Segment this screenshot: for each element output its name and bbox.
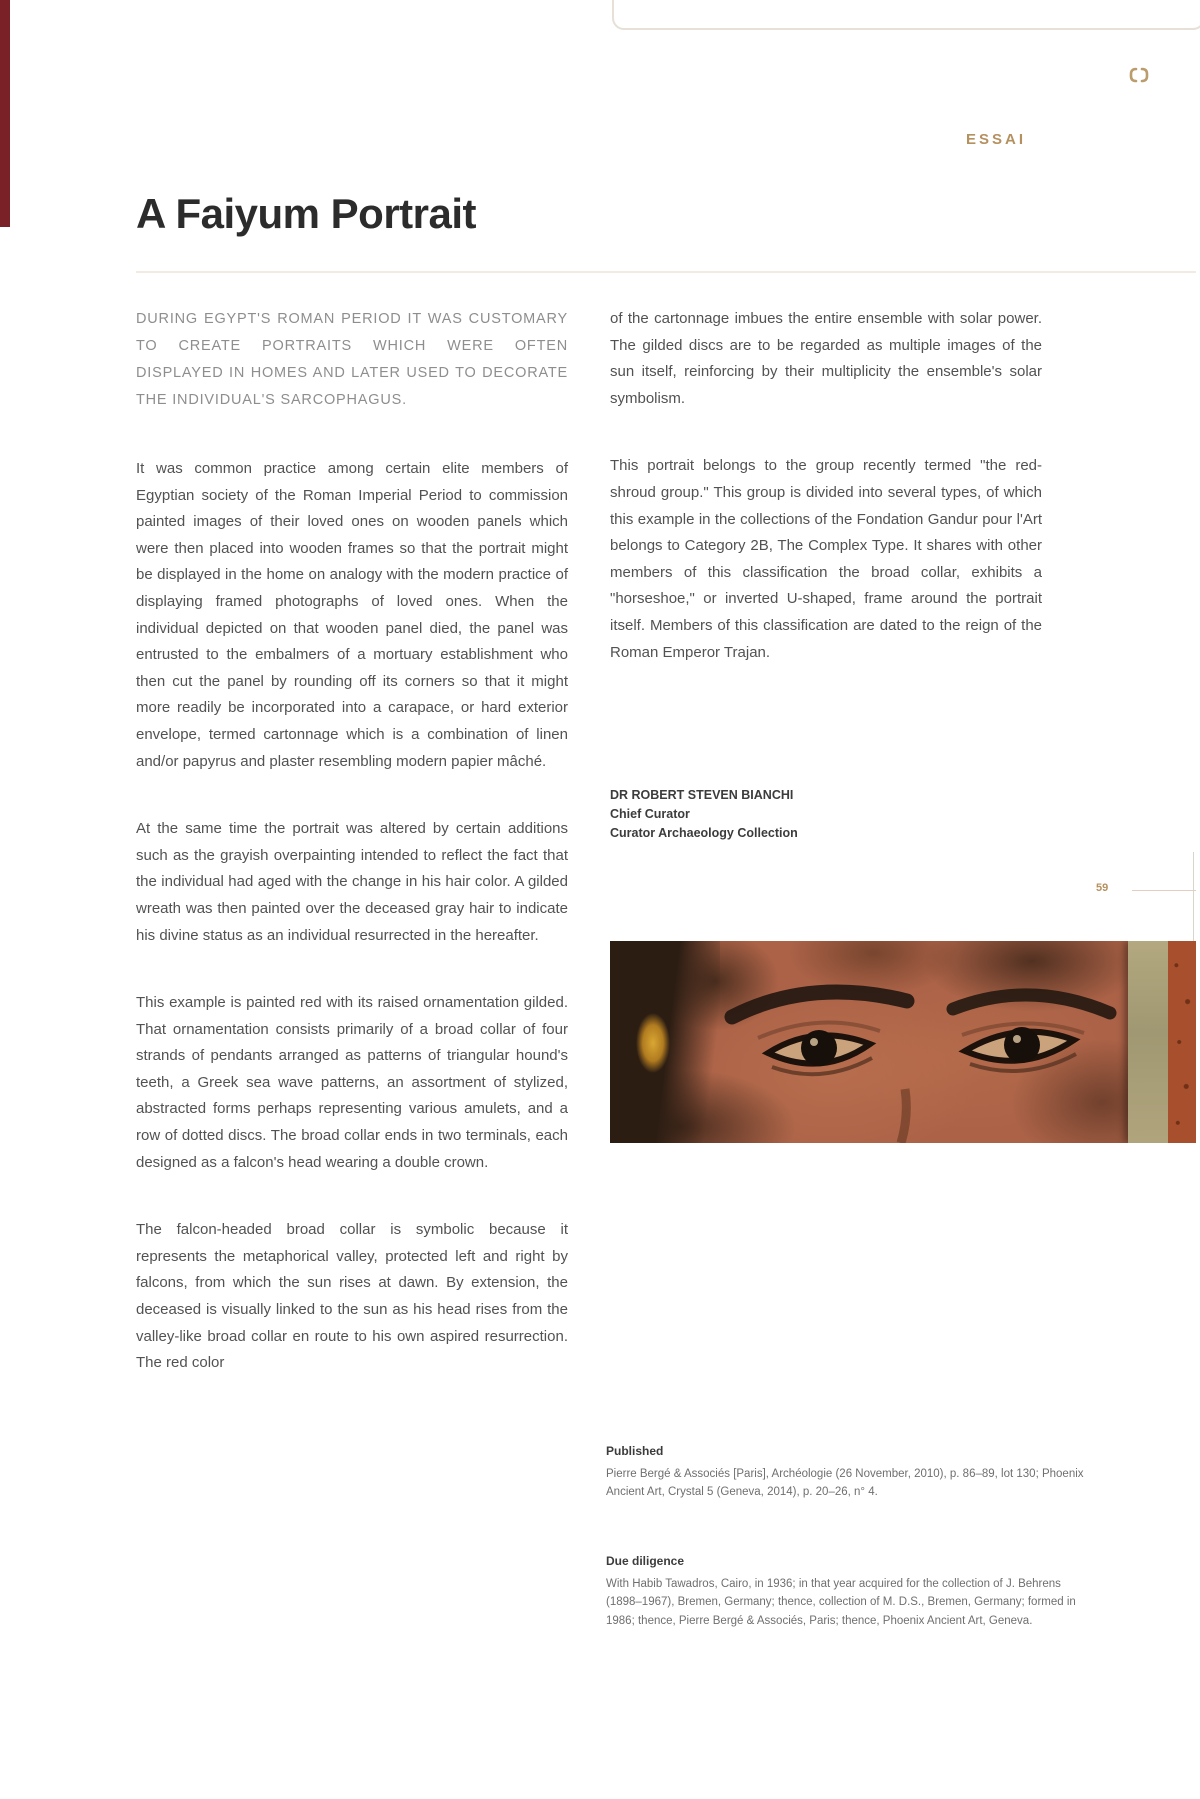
article-right-column	[610, 306, 1042, 707]
due-diligence-text: With Habib Tawadros, Cairo, in 1936; in that year acquired for the collection of J. Behrens (1898–1967), Bremen, Germany; thence, collection of M. D.S., Bremen, Germany; formed in 1986; thence, Pierre Bergé & Associés, Paris; thence, Phoenix Ancient Art, Geneva.	[606, 1577, 1076, 1627]
body-paragraph: This example is painted red with its raised ornamentation gilded. That ornamentation consists primarily of a broad collar of four strands of pendants arranged as patterns of triangular hound's teeth, a Greek sea wave patterns, an assortment of stylized, abstracted forms perhaps representing various amulets, and a row of dotted discs. The broad collar ends in two terminals, each designed as a falcon's head wearing a double crown.	[136, 994, 568, 1171]
page-title: A Faiyum Portrait	[136, 190, 477, 237]
portrait-eyes-drawing	[610, 941, 1196, 1143]
author-name: DR ROBERT STEVEN BIANCHI	[610, 788, 794, 802]
author-role: Chief Curator	[610, 807, 690, 821]
spine-mark	[0, 0, 10, 227]
author-affiliation: Curator Archaeology Collection	[610, 826, 798, 840]
body-paragraph: of the cartonnage imbues the entire ensemble with solar power. The gilded discs are to be regarded as multiple images of the sun itself, reinforcing by their multiplicity the ensemble's solar symbolism.	[610, 310, 1042, 407]
body-paragraph: This portrait belongs to the group recently termed "the red-shroud group." This group is divided into several types, of which this example in the collections of the Fondation Gandur pour l'Art belongs to Category 2B, The Complex Type. It shares with other members of this classification the broad collar, exhibits a "horseshoe," or inverted U-shaped, frame around the portrait itself. Members of this classification are dated to the reign of the Roman Emperor Trajan.	[610, 457, 1042, 661]
folio-number: 59	[1096, 882, 1109, 894]
body-paragraph: At the same time the portrait was altered by certain additions such as the grayish overpainting intended to reflect the fact that the individual had aged with the change in his hair color. A gilded wreath was then painted over the deceased gray hair to indicate his divine status as an individual resurrected in the hereafter.	[136, 820, 568, 944]
due-diligence-block	[606, 1552, 1092, 1630]
faiyum-portrait-image	[610, 941, 1196, 1143]
title-divider	[136, 271, 1196, 273]
lead-paragraph: DURING EGYPT'S ROMAN PERIOD IT WAS CUSTOMARY TO CREATE PORTRAITS WHICH WERE OFTEN DISPLAYED IN HOMES AND LATER USED TO DECORATE THE INDIVIDUAL'S SARCOPHAGUS.	[136, 311, 568, 408]
body-paragraph: It was common practice among certain elite members of Egyptian society of the Roman Imperial Period to commission painted images of their loved ones on wooden panels which were then placed into wooden frames so that the portrait might be displayed in the home on analogy with the modern practice of displaying framed photographs of loved ones. When the individual depicted on that wooden panel died, the panel was entrusted to the embalmers of a mortuary establishment who then cut the panel by rounding off its corners so that it might more readily be incorporated into a carapace, or hard exterior envelope, termed cartonnage which is a combination of linen and/or papyrus and plaster resembling modern papier mâché.	[136, 460, 568, 770]
published-heading: Published	[606, 1444, 664, 1458]
article-left-column	[136, 306, 568, 1418]
section-label: ESSAI	[966, 131, 1027, 148]
bracket-ornament-icon	[1126, 62, 1152, 88]
published-text: Pierre Bergé & Associés [Paris], Archéologie (26 November, 2010), p. 86–89, lot 130; Phoenix Ancient Art, Crystal 5 (Geneva, 2014), p. 20–26, n° 4.	[606, 1467, 1084, 1498]
published-block	[606, 1442, 1092, 1502]
right-margin-rule	[1193, 852, 1194, 944]
body-paragraph: The falcon-headed broad collar is symbolic because it represents the metaphorical valley, protected left and right by falcons, from which the sun rises at dawn. By extension, the deceased is visually linked to the sun as his head rises from the valley-like broad collar en route to his own aspired resurrection. The red color	[136, 1221, 568, 1372]
top-outline-box	[612, 0, 1200, 30]
due-diligence-heading: Due diligence	[606, 1554, 685, 1568]
author-block	[610, 786, 798, 843]
folio-rule	[1132, 890, 1196, 891]
